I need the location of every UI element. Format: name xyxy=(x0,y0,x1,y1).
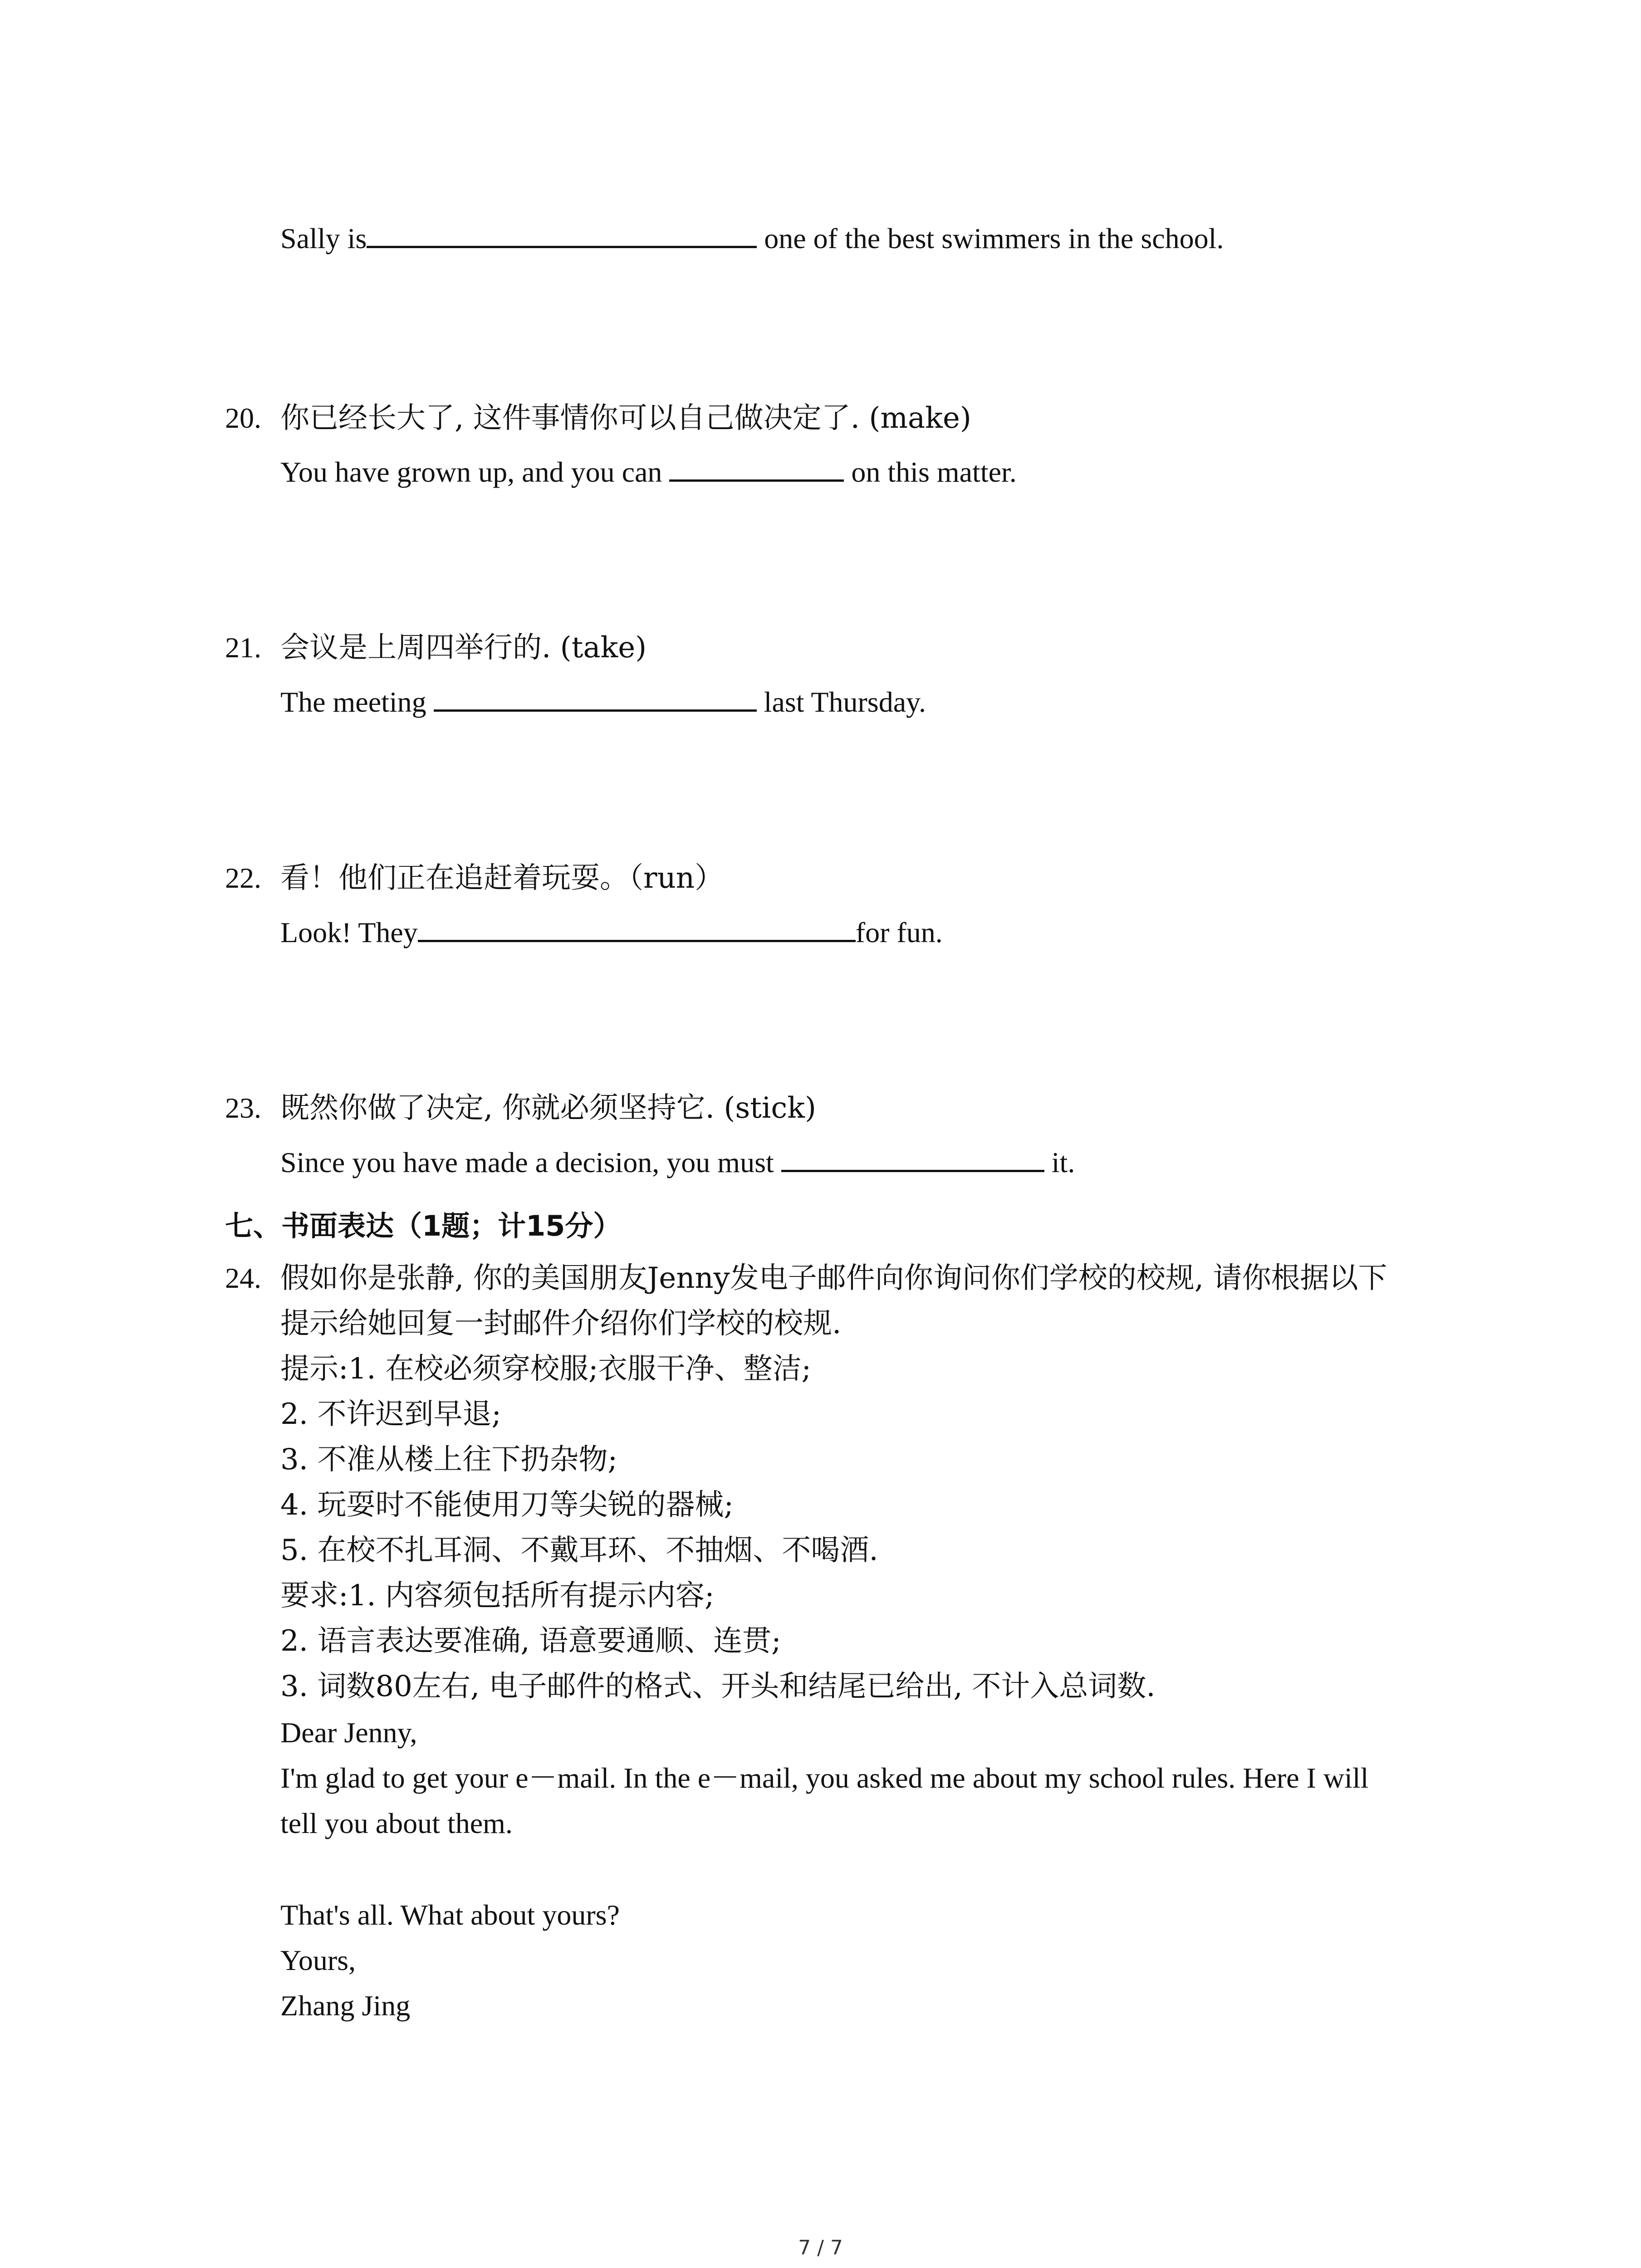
letter-body-line-2: tell you about them. xyxy=(280,1807,513,1839)
letter-signoff: Yours, xyxy=(280,1944,356,1976)
q20-prompt xyxy=(225,400,971,436)
q24-intro-line-2: 提示给她回复一封邮件介绍你们学校的校规. xyxy=(280,1307,842,1340)
q24-requirement-3: 3. 词数80左右, 电子邮件的格式、开头和结尾已给出, 不计入总词数. xyxy=(280,1670,1156,1703)
letter-greeting: Dear Jenny, xyxy=(280,1716,417,1749)
q23-prompt xyxy=(225,1090,816,1126)
q24-requirement-2: 2. 语言表达要准确, 语意要通顺、连贯; xyxy=(280,1624,781,1658)
q19-answer-line xyxy=(280,218,1224,257)
q23-number: 23. xyxy=(225,1092,261,1124)
page-number: 7 / 7 xyxy=(798,2236,843,2259)
letter-signature: Zhang Jing xyxy=(280,1989,411,2022)
q23-text-before: Since you have made a decision, you must xyxy=(280,1146,774,1178)
q20-prompt-cn: 你已经长大了, 这件事情你可以自己做决定了. (make) xyxy=(280,401,971,435)
q23-prompt-cn: 既然你做了决定, 你就必须坚持它. (stick) xyxy=(280,1091,816,1125)
q21-number: 21. xyxy=(225,631,261,664)
q22-prompt-cn: 看！他们正在追赶着玩耍。（run） xyxy=(280,861,724,895)
q24-number: 24. xyxy=(225,1262,261,1294)
q22-prompt xyxy=(225,860,724,896)
letter-closing-line: That's all. What about yours? xyxy=(280,1899,620,1931)
q20-text-after: on this matter. xyxy=(851,456,1017,488)
q22-answer-blank[interactable] xyxy=(418,912,856,942)
q19-answer-blank[interactable] xyxy=(367,218,757,248)
q20-answer-blank[interactable] xyxy=(669,451,844,482)
q22-answer-line xyxy=(280,912,943,951)
q20-answer-line xyxy=(280,451,1017,490)
section-heading-writing: 七、书面表达（1题；计15分） xyxy=(225,1209,622,1242)
q24-requirement-1: 要求:1. 内容须包括所有提示内容; xyxy=(280,1579,715,1613)
q24-hint-3: 3. 不准从楼上往下扔杂物; xyxy=(280,1443,617,1476)
q24-hint-2: 2. 不许迟到早退; xyxy=(280,1398,501,1431)
q22-text-before: Look! They xyxy=(280,916,418,948)
letter-body-line-1: I'm glad to get your e－mail. In the e－mail, you asked me about my school rules. Here I will xyxy=(280,1762,1369,1794)
q24-intro-text-1: 假如你是张静, 你的美国朋友Jenny发电子邮件向你询问你们学校的校规, 请你根据以下 xyxy=(280,1261,1387,1295)
q23-text-after: it. xyxy=(1051,1146,1075,1178)
q21-answer-blank[interactable] xyxy=(434,681,757,712)
q19-text-before: Sally is xyxy=(280,222,367,254)
q21-prompt-cn: 会议是上周四举行的. (take) xyxy=(280,631,647,665)
q21-prompt xyxy=(225,630,647,666)
q22-text-after: for fun. xyxy=(855,916,943,948)
q24-hint-5: 5. 在校不扎耳洞、不戴耳环、不抽烟、不喝酒. xyxy=(280,1534,878,1567)
q23-answer-line xyxy=(280,1142,1075,1181)
q19-text-after: one of the best swimmers in the school. xyxy=(764,222,1224,254)
q23-answer-blank[interactable] xyxy=(781,1142,1044,1172)
q24-hint-4: 4. 玩耍时不能使用刀等尖锐的器械; xyxy=(280,1488,734,1522)
q20-text-before: You have grown up, and you can xyxy=(280,456,662,488)
q22-number: 22. xyxy=(225,862,261,894)
q21-answer-line xyxy=(280,681,926,720)
q24-hint-1: 提示:1. 在校必须穿校服;衣服干净、整洁; xyxy=(280,1352,812,1386)
q24-intro-line-1 xyxy=(225,1260,1387,1296)
q21-text-before: The meeting xyxy=(280,686,426,718)
q21-text-after: last Thursday. xyxy=(764,686,926,718)
q20-number: 20. xyxy=(225,402,261,434)
